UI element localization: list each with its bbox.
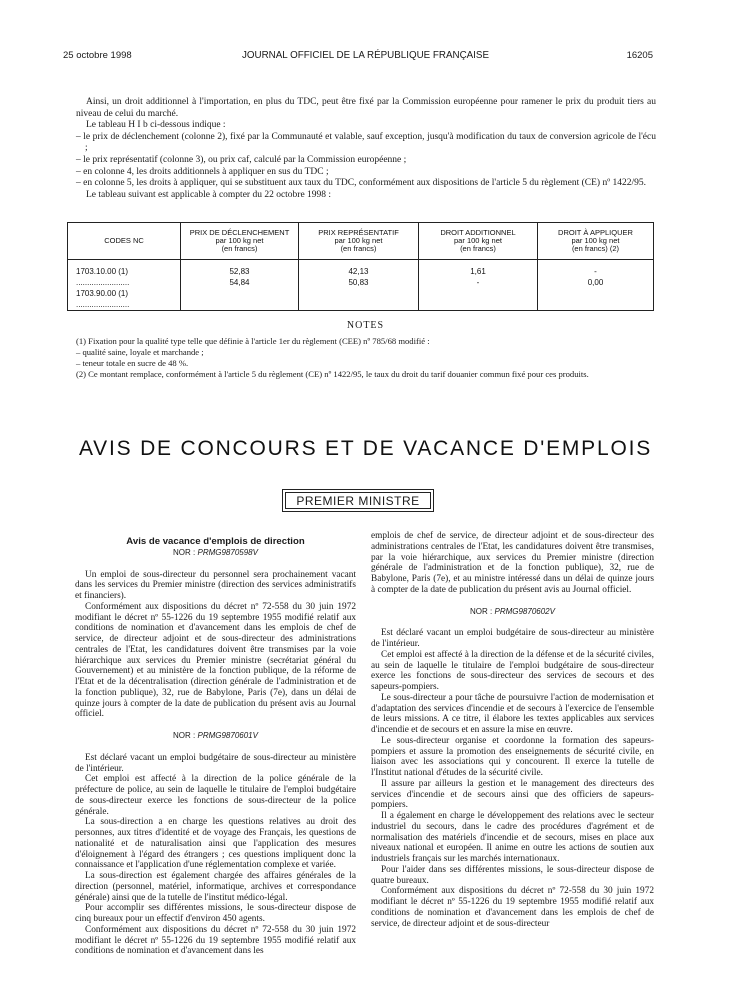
note-item: (2) Ce montant remplace, conformément à l'article 5 du règlement (CE) nº 1422/95, le taux du droit du tarif douanier commun fixé pour ces produits. [76, 369, 589, 379]
body-paragraph: Il a également en charge le développement des relations avec le secteur industriel du secours, dans le cadre des procédures d'agrément et de normalisation des matériels d'incendie et de secours, mises en place aux niveaux national et européen. Il anime en outre les actions de soutien aux industriels français sur les marchés internationaux. [371, 811, 654, 864]
table-header-cell: DROIT ADDITIONNEL par 100 kg net (en francs) [419, 223, 538, 260]
body-paragraph: Le sous-directeur organise et coordonne la formation des sapeurs-pompiers et assure la promotion des enseignements de sécurité civile, en liaison avec les associations qui y concourent. Il exerce la tutelle de l'Institut national d'études de la sécurité civile. [371, 735, 654, 778]
body-paragraph: Conformément aux dispositions du décret nº 72-558 du 30 juin 1972 modifiant le décret nº 55-1226 du 19 septembre 1955 modifié relatif aux conditions de nomination et d'avancement dans les emplois de chef de service, de directeur adjoint et de sous-directeur [371, 886, 654, 929]
header-journal-title: JOURNAL OFFICIEL DE LA RÉPUBLIQUE FRANÇAISE [242, 50, 489, 61]
notice-heading: Avis de vacance d'emplois de direction [126, 536, 305, 547]
ministry-title: PREMIER MINISTRE [285, 492, 431, 509]
notes-text [76, 336, 656, 380]
intro-list-item: – le prix représentatif (colonne 3), ou prix caf, calculé par la Commission européenne ; [76, 154, 407, 165]
right-column [371, 531, 654, 929]
table-cell-prix-declenchement: 52,83 54,84 [181, 260, 299, 311]
note-item: (1) Fixation pour la qualité type telle que définie à l'article 1er du règlement (CEE) nº 785/68 modifié : [76, 336, 430, 346]
table-row [68, 260, 654, 311]
table-header-row [68, 223, 654, 260]
note-item: – qualité saine, loyale et marchande ; [76, 347, 204, 357]
intro-paragraph: Ainsi, un droit additionnel à l'importation, en plus du TDC, peut être fixé par la Commission européenne pour ramener le prix du produit tiers au niveau de celui du marché. [76, 97, 656, 119]
header-page-number: 16205 [626, 50, 653, 61]
intro-list-item: – le prix de déclenchement (colonne 2), fixé par la Communauté et valable, sauf exception, jusqu'à modification du taux de conversion agricole de l'écu ; [76, 131, 656, 154]
table-cell-codes: 1703.10.00 (1) ........................ 1703.90.00 (1) ........................ [68, 260, 181, 311]
note-item: – teneur totale en sucre de 48 %. [76, 358, 189, 368]
table-header-cell: PRIX REPRÉSENTATIF par 100 kg net (en francs) [299, 223, 419, 260]
intro-list-item: – en colonne 4, les droits additionnels à appliquer en sus du TDC ; [76, 166, 329, 177]
notes-title: NOTES [346, 320, 385, 331]
body-paragraph: Cet emploi est affecté à la direction de la police générale de la préfecture de police, au sein de laquelle le titulaire de l'emploi budgétaire de sous-directeur exerce les fonctions de sous-directeur de la police générale. [75, 774, 356, 817]
left-column [75, 537, 356, 957]
body-paragraph: Le sous-directeur a pour tâche de poursuivre l'action de modernisation et d'adaptation des services d'incendie et de secours à l'exercice de l'ensemble de leurs missions. A ce titre, il élabore les textes applicables aux services d'incendie et de secours et en assure la mise en œuvre. [371, 692, 654, 735]
body-paragraph: La sous-direction est également chargée des affaires générales de la direction (personnel, matériel, informatique, archives et correspondance générale) ainsi que de la tutelle de l'institut médico-légal. [75, 871, 356, 903]
table-header-cell: CODES NC [68, 223, 181, 260]
body-paragraph: Conformément aux dispositions du décret nº 72-558 du 30 juin 1972 modifiant le décret nº 55-1226 du 19 septembre 1955 modifié relatif aux conditions de nomination et d'avancement dans les emplois de chef de service, de directeur adjoint et de sous-directeur des administrations centrales de l'Etat, les candidatures doivent être transmises par la voie hiérarchique aux services du Premier ministre (secrétariat général du Gouvernement) et au ministère de la fonction publique, de la réforme de l'Etat et de la décentralisation (direction générale de l'administration et de la fonction publique), 32, rue de Babylone, Paris (7e), dans un délai de quinze jours à compter de la date de publication du présent avis au Journal officiel. [75, 601, 356, 720]
body-paragraph: Pour l'aider dans ses différentes missions, le sous-directeur dispose de quatre bureaux. [371, 864, 654, 886]
body-paragraph: Pour accomplir ses différentes missions, le sous-directeur dispose de cinq bureaux pour un effectif d'environ 450 agents. [75, 903, 356, 924]
body-paragraph: Conformément aux dispositions du décret nº 72-558 du 30 juin 1972 modifiant le décret nº 55-1226 du 19 septembre 1955 modifié relatif aux conditions de nomination et d'avancement dans les [75, 924, 356, 957]
body-paragraph: Un emploi de sous-directeur du personnel sera prochainement vacant dans les services du Premier ministre (direction des services administratifs et financiers). [75, 569, 356, 601]
table-header-cell: PRIX DE DÉCLENCHEMENT par 100 kg net (en francs) [181, 223, 299, 260]
body-paragraph: Est déclaré vacant un emploi budgétaire de sous-directeur au ministère de l'intérieur. [371, 628, 654, 649]
body-paragraph: Cet emploi est affecté à la direction de la défense et de la sécurité civiles, au sein de laquelle le titulaire de l'emploi budgétaire de sous-directeur exerce les fonctions de sous-directeur des services de secours et des sapeurs-pompiers. [371, 649, 654, 692]
ministry-box [282, 489, 434, 512]
body-paragraph: Est déclaré vacant un emploi budgétaire de sous-directeur au ministère de l'intérieur. [75, 752, 356, 774]
nor-reference: NOR : PRMG9870598V [173, 547, 258, 557]
table-header-cell: DROIT À APPLIQUER par 100 kg net (en francs) (2) [538, 223, 654, 260]
intro-paragraph: Le tableau H I b ci-dessous indique : [86, 120, 226, 131]
intro-list-item: – en colonne 5, les droits à appliquer, qui se substituent aux taux du TDC, conformément aux dispositions de l'article 5 du règlement (CE) nº 1422/95. [76, 178, 647, 189]
table-cell-droit-additionnel: 1,61 - [419, 260, 538, 311]
header-date: 25 octobre 1998 [63, 50, 132, 61]
body-paragraph: La sous-direction a en charge les questions relatives au droit des personnes, aux titres d'identité et de voyage des Français, les questions de nationalité et de naturalisation ainsi que l'application des mesures d'éloignement à l'égard des étrangers ; ces questions impliquent donc la connaissance et l'application d'une réglementation complexe et variée. [75, 817, 356, 871]
body-paragraph: Il assure par ailleurs la gestion et le management des directeurs des services d'incendie et de secours ainsi que des officiers de sapeurs-pompiers. [371, 778, 654, 811]
table-cell-prix-representatif: 42,13 50,83 [299, 260, 419, 311]
table-cell-droit-appliquer: - 0,00 [538, 260, 654, 311]
intro-paragraph: Le tableau suivant est applicable à compter du 22 octobre 1998 : [86, 189, 332, 200]
intro-text [76, 97, 656, 201]
section-title: AVIS DE CONCOURS ET DE VACANCE D'EMPLOIS [78, 437, 653, 460]
nor-reference: NOR : PRMG9870602V [470, 606, 555, 616]
body-paragraph: emplois de chef de service, de directeur adjoint et de sous-directeur des administrations centrales de l'Etat, les candidatures doivent être transmises, par la voie hiérarchique, aux services du Premier ministre (direction générale de l'administration et de la fonction publique), 32, rue de Babylone, Paris (7e), et au ministre intéressé dans un délai de quinze jours à compter de la date de publication du présent avis au Journal officiel. [371, 531, 654, 595]
price-table [67, 222, 654, 311]
nor-reference: NOR : PRMG9870601V [173, 731, 258, 740]
